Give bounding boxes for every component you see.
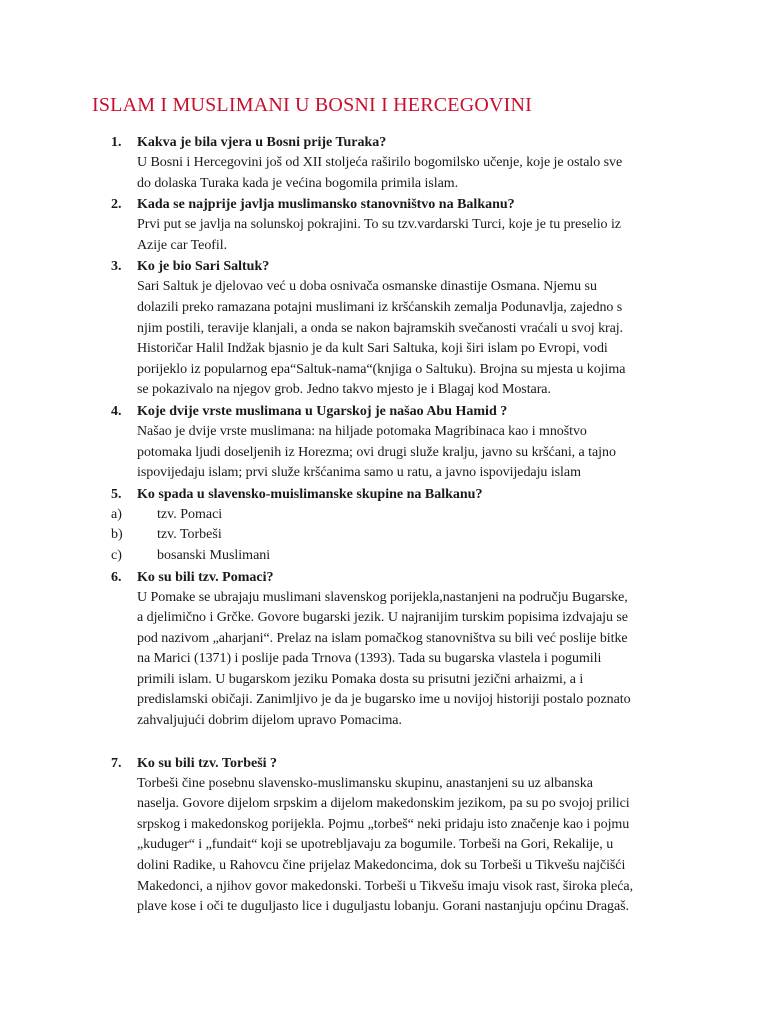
answer-paragraph	[0, 588, 685, 732]
question-text: Ko je bio Sari Saltuk?	[137, 259, 270, 275]
question-number: 6.	[111, 569, 122, 585]
question-text: Koje dvije vrste muslimana u Ugarskoj je našao Abu Hamid ?	[137, 403, 508, 419]
answer-line: do dolaska Turaka kada je većina bogomila primila islam.	[137, 175, 459, 191]
option-label: a)	[111, 506, 122, 522]
question-heading	[0, 256, 768, 277]
answer-line: porijeklo iz popularnog epa“Saltuk-nama“(knjiga o Saltuku). Brojna su mjesta u kojima	[137, 361, 626, 377]
answer-line: a djelimično i Grčke. Govore bugarski jezik. U najranijim turskim popisima izdvajaju se	[137, 610, 628, 626]
answer-line: naselja. Govore dijelom srpskim a dijelom makedonskim jezikom, pa su po svojoj prilici	[137, 796, 630, 812]
answer-line: Sari Saltuk je djelovao već u doba osnivača osmanske dinastije Osmana. Njemu su	[137, 279, 597, 295]
answer-line: se pokazivalo na njegov grob. Jedno takvo mjesto je i Blagaj kod Mostara.	[137, 382, 551, 398]
answer-line: predislamski običaji. Zanimljivo je da je bugarsko ime u novijoj historiji postalo poznato	[137, 692, 631, 708]
question-text: Kada se najprije javlja muslimansko stanovništvo na Balkanu?	[137, 197, 515, 213]
option-text: tzv. Pomaci	[157, 506, 223, 522]
question-number: 5.	[111, 486, 122, 502]
question-heading	[0, 753, 768, 774]
question-text: Kakva je bila vjera u Bosni prije Turaka?	[137, 135, 387, 150]
question-number: 1.	[111, 135, 122, 150]
option-list	[0, 505, 768, 567]
answer-line: primili islam. U bugarskom jeziku Pomaka dosta su prisutni jezični arhaizmi, a i	[137, 671, 584, 687]
answer-line: pod nazivom „aharjani“. Prelaz na islam pomačkog stanovništva su bili već poslije bitke	[137, 630, 628, 646]
answer-line: srpskog i makedonskog porijekla. Pojmu „torbeš“ neki pridaju isto značenje kao i pojmu	[137, 816, 630, 832]
answer-line: Prvi put se javlja na solunskoj pokrajini. To su tzv.vardarski Turci, koje je tu preselio iz	[137, 217, 621, 233]
question-list	[0, 132, 768, 918]
option-label: c)	[111, 547, 122, 563]
answer-line: Azije car Teofil.	[137, 237, 228, 253]
answer-line: plave kose i oči te duguljasto lice i duguljastu lobanju. Gorani nastanjuju općinu Dragaš.	[137, 899, 630, 915]
answer-line: U Bosni i Hercegovini još od XII stoljeća raširilo bogomilsko učenje, koje je ostalo sve	[137, 155, 623, 170]
answer-paragraph	[0, 774, 685, 918]
answer-line: U Pomake se ubrajaju muslimani slavenskog porijekla,nastanjeni na području Bugarske,	[137, 589, 628, 605]
option-item	[111, 525, 768, 546]
paragraph-spacer	[0, 732, 768, 753]
answer-line: „kuduger“ i „fundait“ koji se upotrebljavaju za bogumile. Torbeši na Gori, Rekalije, u	[137, 837, 614, 853]
document-title: ISLAM I MUSLIMANI U BOSNI I HERCEGOVINI	[92, 94, 533, 116]
question-heading	[0, 484, 768, 505]
option-label: b)	[111, 527, 123, 543]
answer-paragraph	[0, 153, 685, 194]
question-heading	[0, 401, 768, 422]
answer-line: potomaka ljudi doseljenih iz Horezma; ovi drugi služe kralju, javno su kršćani, a tajno	[137, 444, 616, 460]
answer-line: Historičar Halil Indžak bjasnio je da kult Sari Saltuka, koji širi islam po Evropi, vodi	[137, 341, 608, 357]
option-text: bosanski Muslimani	[157, 547, 271, 563]
answer-line: Makedonci, a njihov govor makedonski. Torbeši u Tikvešu imaju visok rast, široka pleća,	[137, 878, 634, 894]
question-text: Ko su bili tzv. Torbeši ?	[137, 755, 278, 771]
answer-paragraph	[0, 215, 685, 256]
question-number: 4.	[111, 403, 122, 419]
question-text: Ko su bili tzv. Pomaci?	[137, 569, 274, 585]
answer-line: ispovijedaju islam; prvi služe kršćanima samo u ratu, a javno ispovijedaju islam	[137, 465, 581, 481]
answer-paragraph	[0, 422, 685, 484]
question-heading	[0, 194, 768, 215]
answer-paragraph	[0, 277, 685, 401]
answer-line: dolini Radike, u Rahovcu čine prijelaz Makedoncima, dok su Torbeši u Tikvešu najčišći	[137, 858, 626, 874]
question-text: Ko spada u slavensko-muislimanske skupine na Balkanu?	[137, 486, 483, 502]
answer-line: njim postili, teravije klanjali, a onda se nakon bajramskih svečanosti vraćali u svoj kraj.	[137, 320, 624, 336]
answer-line: Našao je dvije vrste muslimana: na hiljade potomaka Magribinaca kao i mnoštvo	[137, 423, 587, 439]
answer-line: Torbeši čine posebnu slavensko-muslimansku skupinu, anastanjeni su uz albanska	[137, 775, 593, 791]
answer-line: zahvaljujući dobrim dijelom upravo Pomacima.	[137, 713, 402, 729]
question-number: 7.	[111, 755, 122, 771]
answer-line: na Marici (1371) i poslije pada Trnova (1393). Tada su bugarska vlastela i pogumili	[137, 651, 602, 667]
option-item	[111, 505, 768, 526]
question-number: 2.	[111, 197, 122, 213]
question-heading	[0, 132, 768, 153]
question-number: 3.	[111, 259, 122, 275]
question-heading	[0, 567, 768, 588]
answer-line: dolazili preko ramazana potajni muslimani iz kršćanskih zemalja Podunavlja, zajedno s	[137, 299, 623, 315]
option-item	[111, 546, 768, 567]
option-text: tzv. Torbeši	[157, 527, 222, 543]
